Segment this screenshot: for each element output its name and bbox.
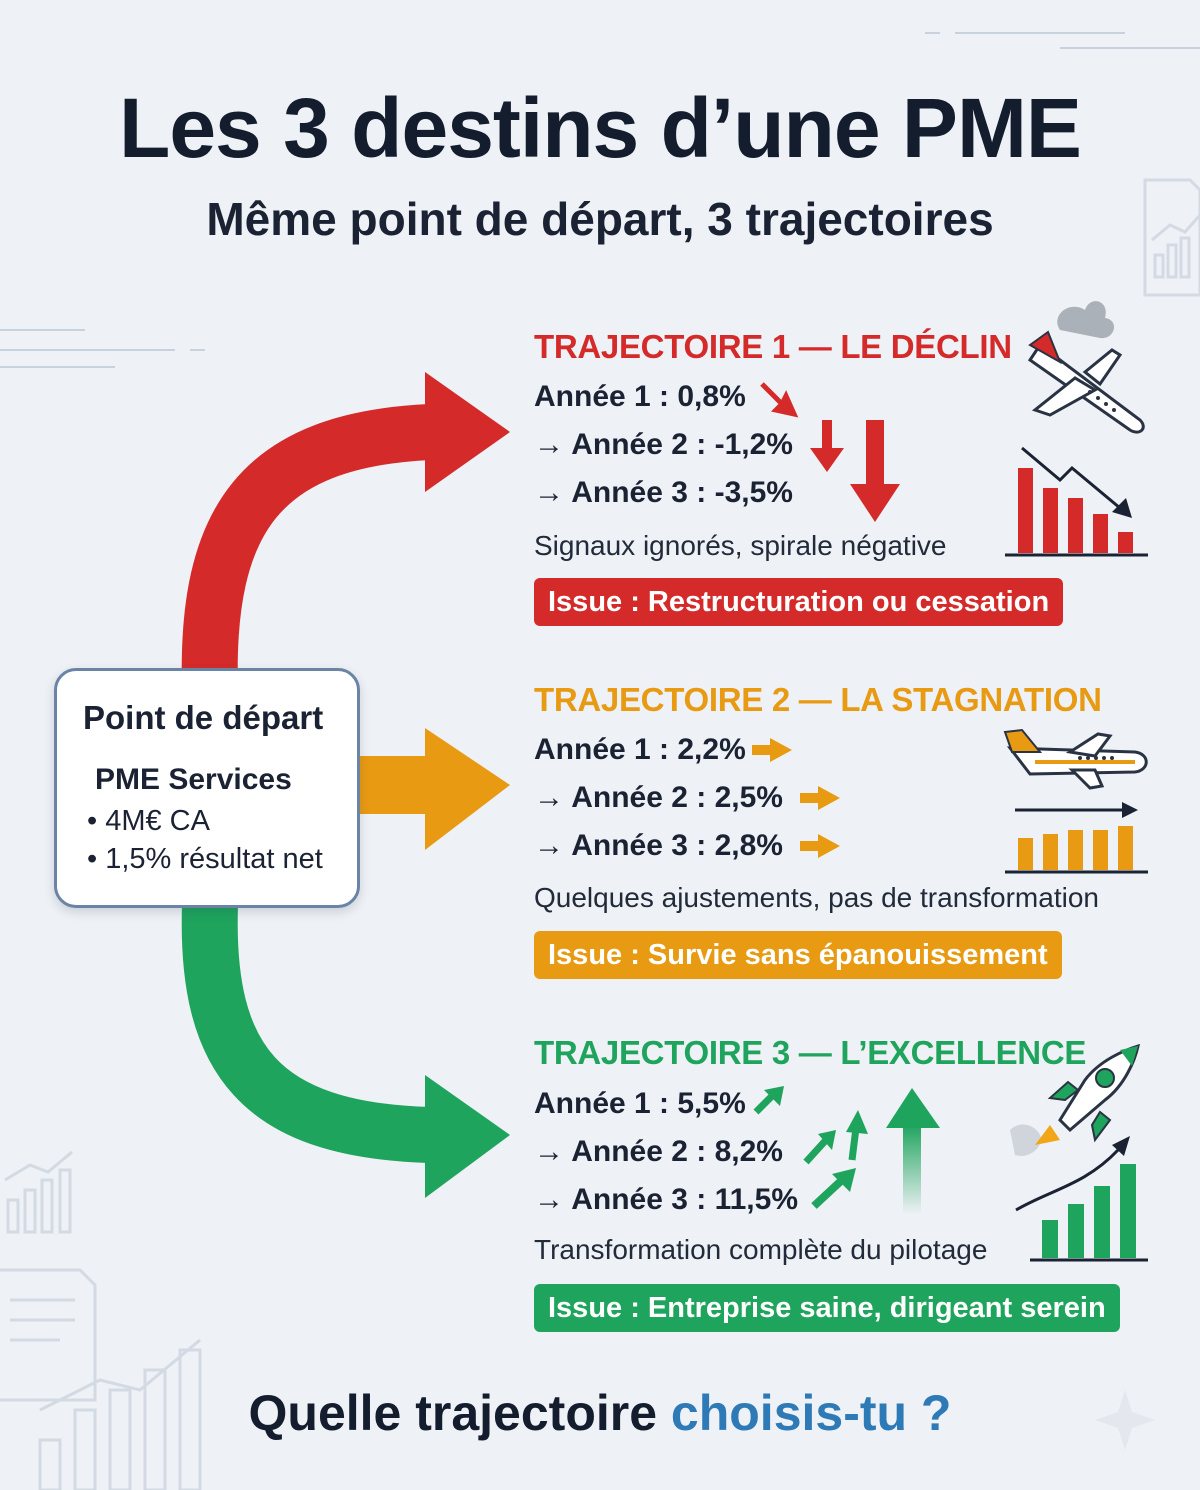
trajectory-3-year-1: Année 1 : 5,5% <box>534 1087 746 1120</box>
trajectory-1-year-1: Année 1 : 0,8% <box>534 380 746 413</box>
trajectory-1-year-2: → Année 2 : -1,2% <box>534 428 793 461</box>
start-point-bullet: • 4M€ CA <box>87 805 210 837</box>
start-point-title: Point de départ <box>83 699 324 736</box>
rising-bar-chart-icon <box>1016 1136 1148 1260</box>
trajectory-2-description: Quelques ajustements, pas de transformation <box>534 882 1099 913</box>
trajectory-2-year-2: → Année 2 : 2,5% <box>534 781 783 814</box>
question-prefix: Quelle trajectoire <box>248 1385 671 1441</box>
closing-question <box>0 1384 1200 1442</box>
start-point-bullet: • 1,5% résultat net <box>87 843 323 875</box>
main-title: Les 3 destins d’une PME <box>119 81 1081 175</box>
start-point-company: PME Services <box>95 763 292 796</box>
trajectory-1-description: Signaux ignorés, spirale négative <box>534 530 947 561</box>
trajectory-2-year-1: Année 1 : 2,2% <box>534 733 746 766</box>
trajectory-2-title: TRAJECTOIRE 2 — LA STAGNATION <box>534 681 1102 718</box>
trajectory-2-issue: Issue : Survie sans épanouissement <box>534 931 1062 979</box>
trajectory-3-year-2: → Année 2 : 8,2% <box>534 1135 783 1168</box>
trajectory-1-year-3: → Année 3 : -3,5% <box>534 476 793 509</box>
trajectory-3-year-3: → Année 3 : 11,5% <box>534 1183 798 1216</box>
rocket-icon <box>1010 1046 1138 1156</box>
subtitle: Même point de départ, 3 trajectoires <box>206 193 994 245</box>
up-arrow-icon <box>756 1086 940 1214</box>
trajectory-3-issue: Issue : Entreprise saine, dirigeant serein <box>534 1284 1120 1332</box>
trajectory-3-title: TRAJECTOIRE 3 — L’EXCELLENCE <box>534 1034 1087 1071</box>
question-highlight: choisis-tu ? <box>670 1385 952 1441</box>
trajectory-3-description: Transformation complète du pilotage <box>534 1234 988 1265</box>
trajectory-1-issue: Issue : Restructuration ou cessation <box>534 578 1063 626</box>
trajectory-1-title: TRAJECTOIRE 1 — LE DÉCLIN <box>534 328 1012 365</box>
trajectory-2-year-3: → Année 3 : 2,8% <box>534 829 783 862</box>
